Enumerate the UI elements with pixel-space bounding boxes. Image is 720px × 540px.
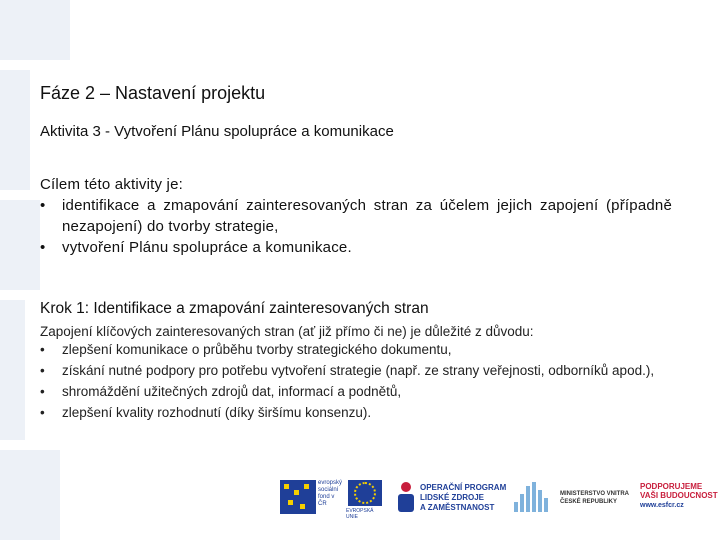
step-title: Krok 1: Identifikace a zmapování zainteresovaných stran bbox=[40, 300, 429, 317]
esfcr-text: PODPORUJEME VAŠI BUDOUCNOST bbox=[640, 482, 718, 500]
list-item: • shromáždění užitečných zdrojů dat, informací a podnětů, bbox=[40, 384, 402, 399]
list-item: • zlepšení kvality rozhodnutí (díky širšímu konsenzu). bbox=[40, 405, 372, 420]
step-intro: Zapojení klíčových zainteresovaných stran (ať již přímo či ne) je důležité z důvodu: bbox=[40, 324, 534, 339]
bullet-icon: • bbox=[40, 239, 46, 256]
bullet-icon: • bbox=[40, 342, 45, 357]
esf-flag-icon bbox=[280, 480, 316, 514]
mv-logo bbox=[514, 478, 638, 518]
step-list bbox=[40, 341, 672, 422]
list-item: • získání nutné podpory pro potřebu vytvoření strategie (např. ze strany veřejnosti, odborníků apod.), bbox=[40, 363, 655, 378]
bullet-icon: • bbox=[40, 405, 45, 420]
person-icon bbox=[396, 482, 416, 512]
bullet-icon: • bbox=[40, 197, 46, 214]
logo-bar bbox=[280, 478, 720, 518]
list-item: • vytvoření Plánu spolupráce a komunikace. bbox=[40, 239, 352, 256]
step-section bbox=[40, 299, 672, 425]
esf-text: evropský sociální fond v ČR bbox=[318, 480, 343, 507]
list-item: • zlepšení komunikace o průběhu tvorby strategického dokumentu, bbox=[40, 342, 452, 357]
background-decoration bbox=[0, 0, 160, 540]
goal-section bbox=[40, 174, 672, 258]
esf-logo bbox=[280, 478, 384, 518]
esfcr-logo bbox=[640, 478, 720, 518]
activity-subtitle: Aktivita 3 - Vytvoření Plánu spolupráce a komunikace bbox=[40, 123, 394, 140]
bullet-icon: • bbox=[40, 363, 45, 378]
bullet-icon: • bbox=[40, 384, 45, 399]
ministry-mark-icon bbox=[514, 482, 554, 512]
eu-label: EVROPSKÁ UNIE bbox=[346, 508, 374, 520]
list-item: • identifikace a zmapování zainteresovaných stran za účelem jejich zapojení (případně nezapojení) do tvorby strategie, bbox=[40, 197, 672, 235]
goal-heading: Cílem této aktivity je: bbox=[40, 176, 183, 193]
esfcr-url: www.esfcr.cz bbox=[640, 502, 684, 509]
op-text: OPERAČNÍ PROGRAM LIDSKÉ ZDROJE A ZAMĚSTNANOST bbox=[420, 483, 507, 512]
op-logo bbox=[396, 478, 508, 518]
goal-list bbox=[40, 195, 672, 258]
mv-text: MINISTERSTVO VNITRA ČESKÉ REPUBLIKY bbox=[560, 491, 630, 505]
page-title: Fáze 2 – Nastavení projektu bbox=[40, 83, 266, 103]
eu-flag-icon bbox=[348, 480, 382, 506]
